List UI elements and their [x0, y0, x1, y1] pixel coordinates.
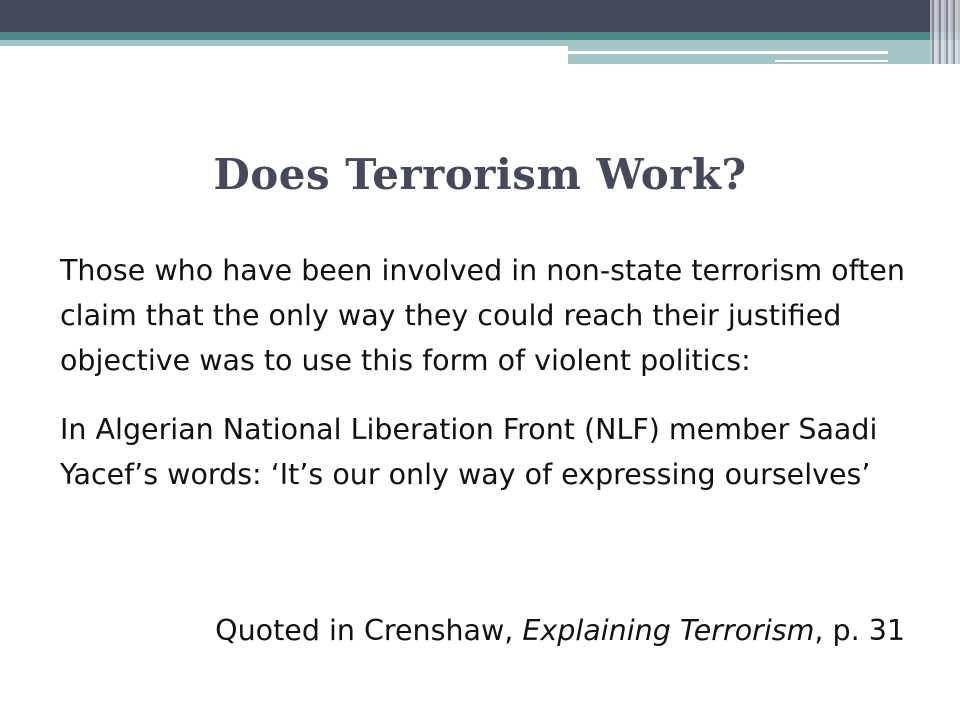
slide-body	[60, 248, 910, 497]
header-corner-pattern	[930, 0, 960, 64]
header-white-stripe-short	[775, 60, 888, 62]
citation	[0, 614, 905, 647]
slide-title: Does Terrorism Work?	[213, 150, 747, 199]
citation-book-title: Explaining Terrorism	[522, 614, 815, 647]
citation-suffix: , p. 31	[814, 614, 905, 647]
header-band-light-left	[0, 40, 568, 46]
body-paragraph-1: Those who have been involved in non-state terrorism often claim that the only way they could reach their justified objective was to use this form of violent politics:	[60, 254, 905, 377]
header-white-stripe	[568, 51, 888, 54]
header-band-teal	[0, 32, 960, 40]
citation-prefix: Quoted in Crenshaw,	[215, 614, 523, 647]
body-paragraph-2: In Algerian National Liberation Front (NLF) member Saadi Yacef’s words: ‘It’s our only way of expressing ourselves’	[60, 413, 878, 491]
header-band-dark	[0, 0, 960, 32]
